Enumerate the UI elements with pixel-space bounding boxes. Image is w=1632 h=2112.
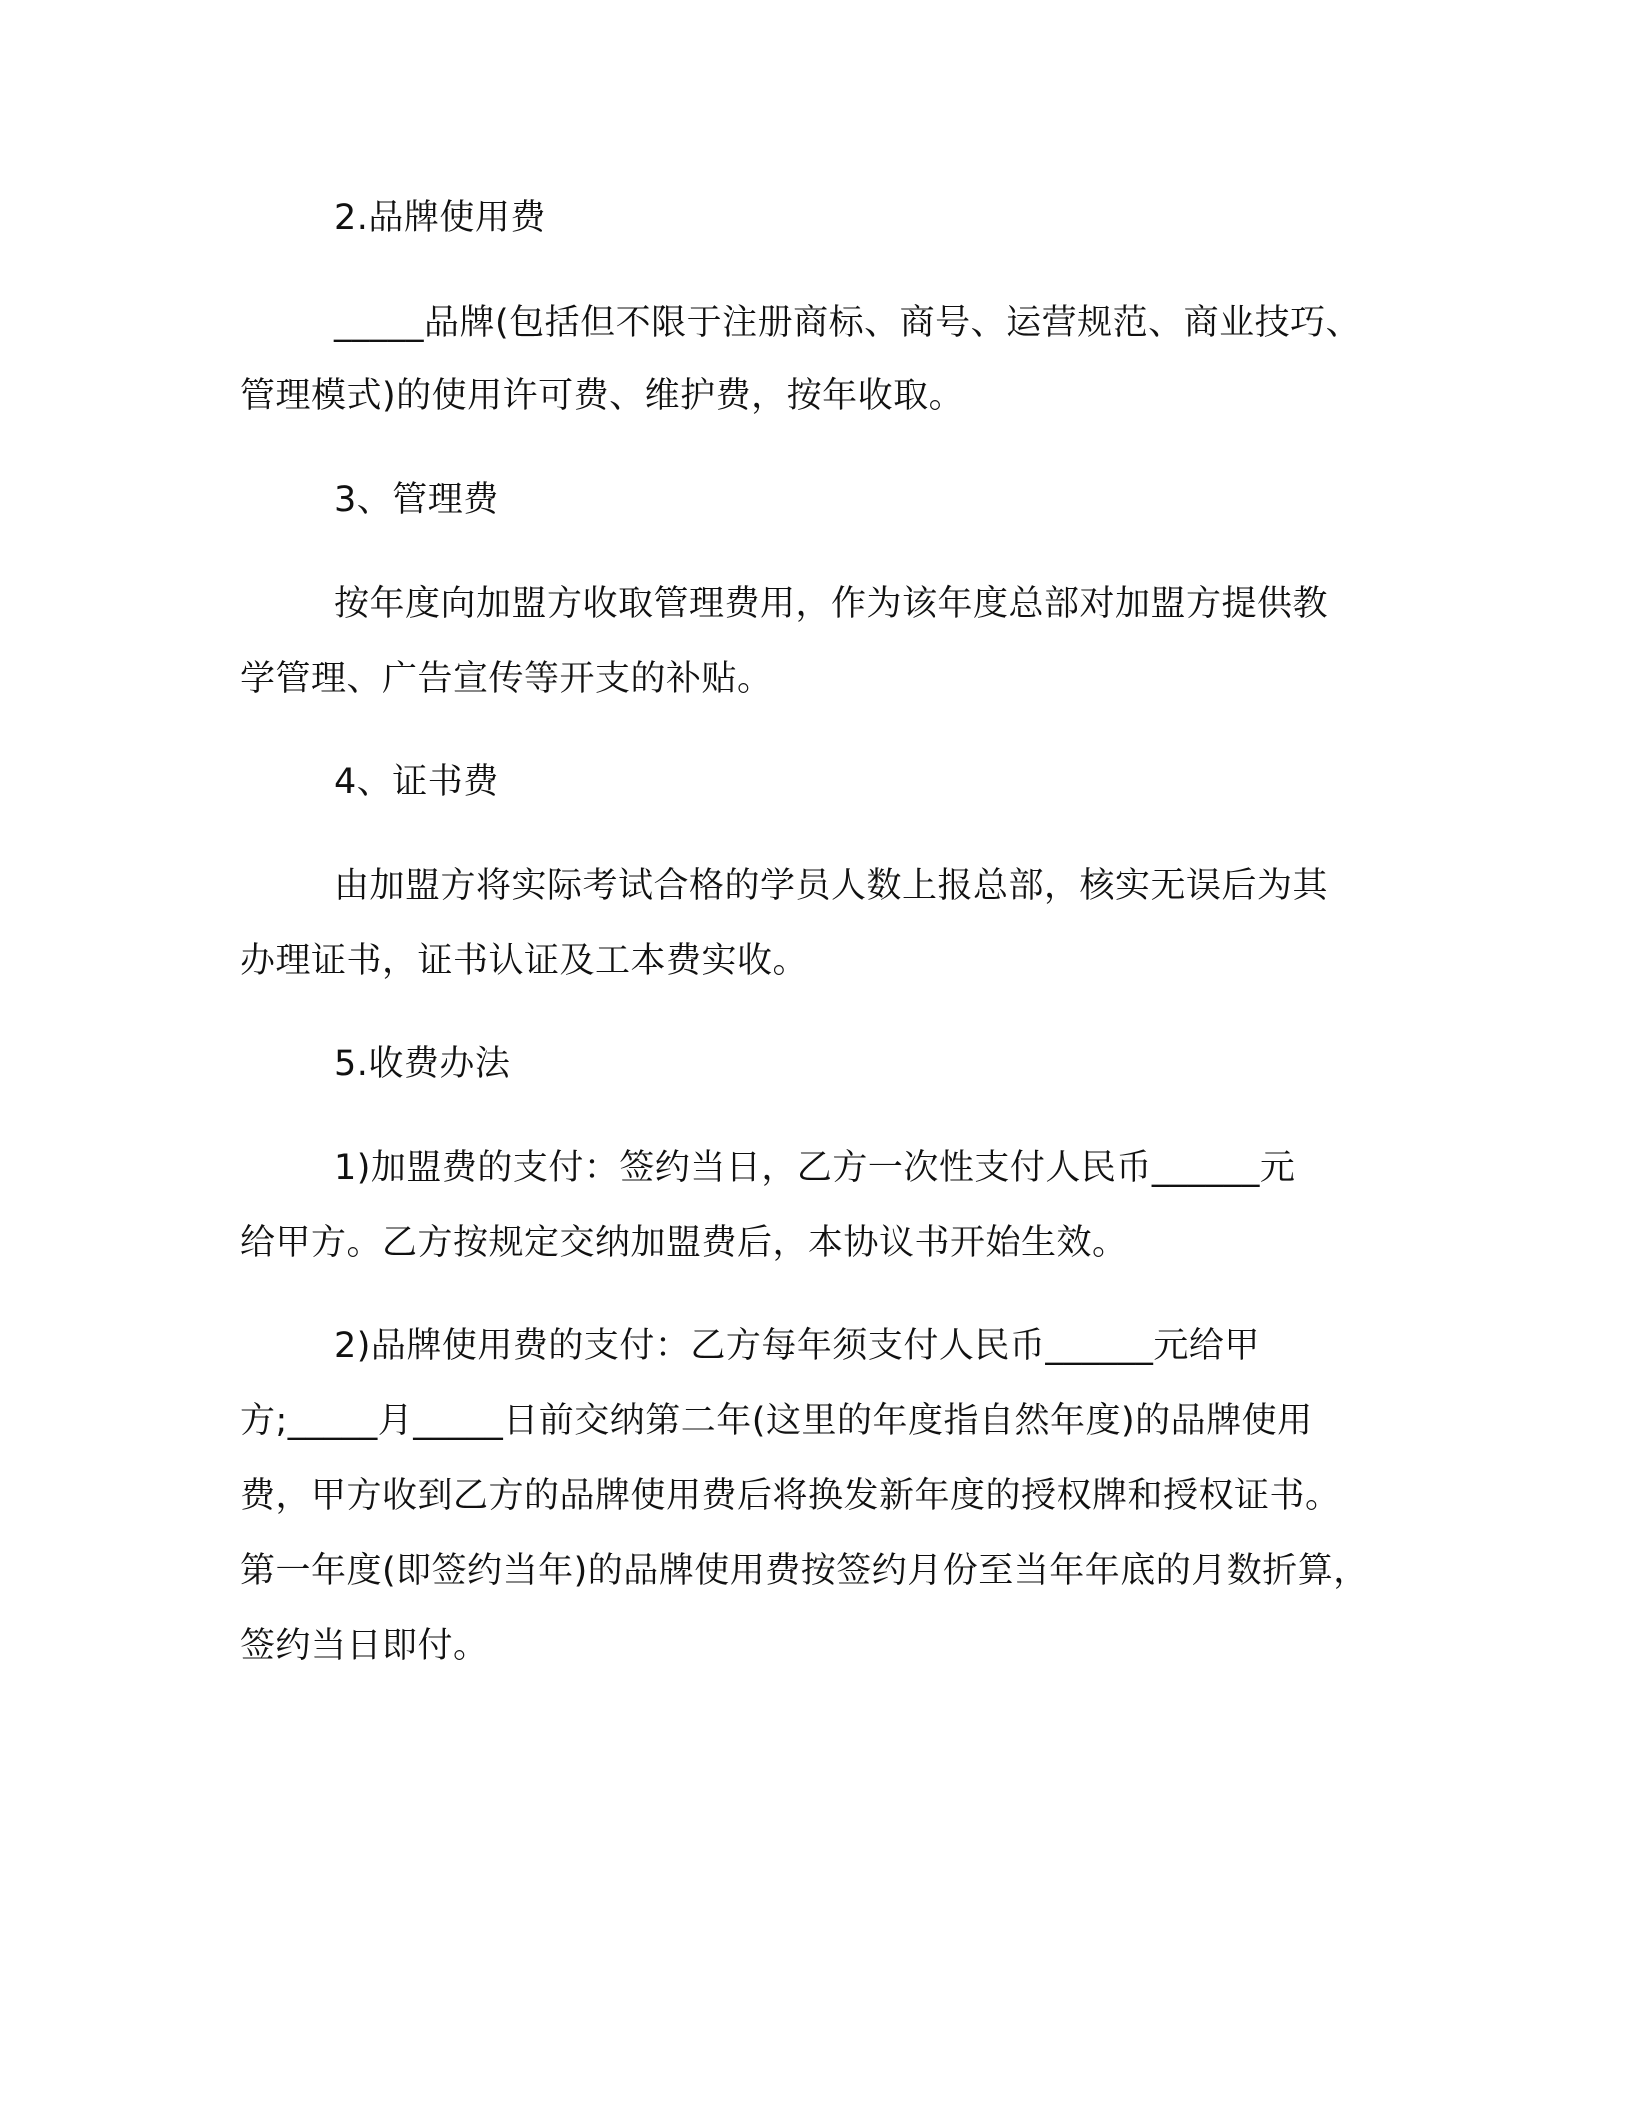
payment-item-line: 方;_____月_____日前交纳第二年(这里的年度指自然年度)的品牌使用 [240, 1401, 1313, 1441]
payment-item-line: 1)加盟费的支付：签约当日，乙方一次性支付人民币______元 [334, 1148, 1296, 1188]
paragraph-line: 学管理、广告宣传等开支的补贴。 [240, 659, 773, 699]
paragraph-line: 按年度向加盟方收取管理费用，作为该年度总部对加盟方提供教 [334, 584, 1329, 624]
payment-item-line: 第一年度(即签约当年)的品牌使用费按签约月份至当年年底的月数折算， [240, 1551, 1369, 1591]
payment-item-line: 2)品牌使用费的支付：乙方每年须支付人民币______元给甲 [334, 1326, 1260, 1366]
paragraph-line: _____品牌(包括但不限于注册商标、商号、运营规范、商业技巧、 [334, 303, 1362, 343]
payment-item-line: 费，甲方收到乙方的品牌使用费后将换发新年度的授权牌和授权证书。 [240, 1476, 1341, 1516]
payment-item-line: 签约当日即付。 [240, 1626, 489, 1666]
section-heading-certificate-fee: 4、证书费 [334, 762, 499, 802]
section-heading-payment-method: 5.收费办法 [334, 1044, 511, 1084]
payment-item-line: 给甲方。乙方按规定交纳加盟费后，本协议书开始生效。 [240, 1223, 1128, 1263]
paragraph-line: 办理证书，证书认证及工本费实收。 [240, 941, 809, 981]
section-heading-brand-fee: 2.品牌使用费 [334, 198, 546, 238]
paragraph-line: 管理模式)的使用许可费、维护费，按年收取。 [240, 376, 965, 416]
paragraph-line: 由加盟方将实际考试合格的学员人数上报总部，核实无误后为其 [334, 866, 1329, 906]
section-heading-management-fee: 3、管理费 [334, 480, 499, 520]
